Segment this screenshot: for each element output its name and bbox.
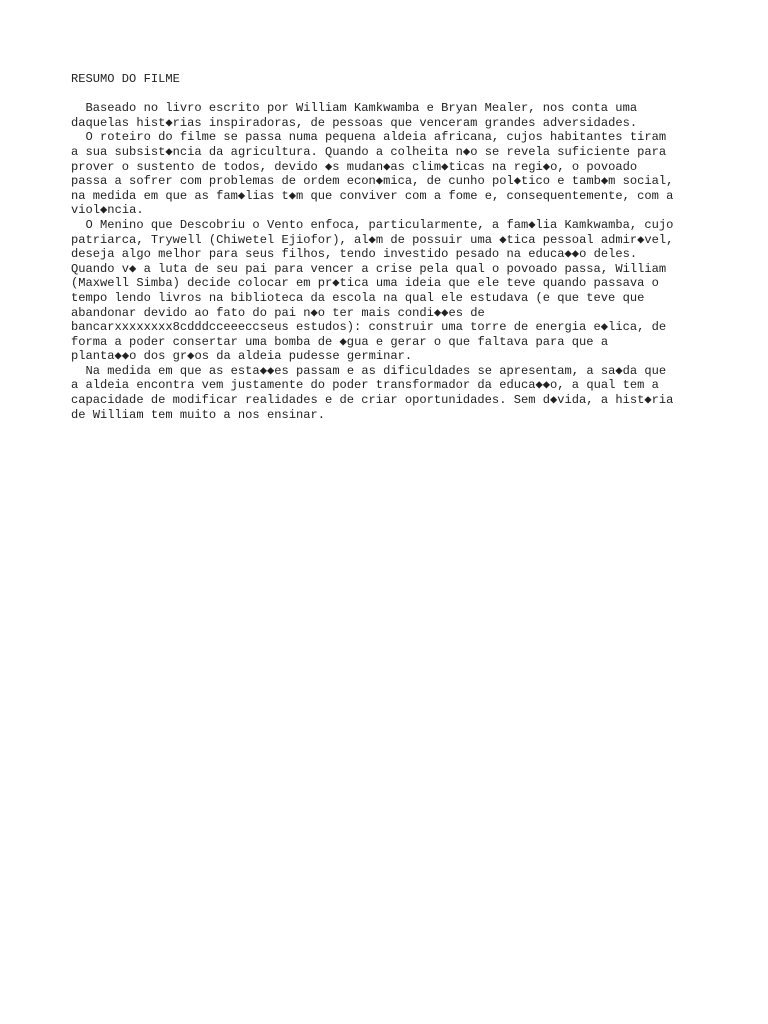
text-line: a sua subsist◆ncia da agricultura. Quando a colheita n◆o se revela suficiente para [71,144,667,159]
text-line: tempo lendo livros na biblioteca da escola na qual ele estudava (e que teve que [71,290,645,305]
text-line: Quando v◆ a luta de seu pai para vencer a crise pela qual o povoado passa, William [71,261,667,276]
text-line: O Menino que Descobriu o Vento enfoca, particularmente, a fam◆lia Kamkwamba, cujo [71,217,674,232]
document-page [71,72,711,422]
text-line: prover o sustento de todos, devido ◆s mudan◆as clim◆ticas na regi◆o, o povoado [71,159,638,174]
text-line: Na medida em que as esta◆◆es passam e as dificuldades se apresentam, a sa◆da que [71,363,667,378]
text-line: forma a poder consertar uma bomba de ◆gua e gerar o que faltava para que a [71,334,609,349]
text-line: capacidade de modificar realidades e de criar oportunidades. Sem d◆vida, a hist◆ria [71,393,674,408]
text-line: Baseado no livro escrito por William Kamkwamba e Bryan Mealer, nos conta uma [71,101,638,116]
text-line: O roteiro do filme se passa numa pequena aldeia africana, cujos habitantes tiram [71,130,667,145]
text-line: passa a sofrer com problemas de ordem econ◆mica, de cunho pol◆tico e tamb◆m social, [71,174,674,189]
text-line: patriarca, Trywell (Chiwetel Ejiofor), al◆m de possuir uma ◆tica pessoal admir◆vel, [71,232,674,247]
text-line: na medida em que as fam◆lias t◆m que conviver com a fome e, consequentemente, com a [71,188,674,203]
text-line: planta◆◆o dos gr◆os da aldeia pudesse germinar. [71,349,413,364]
text-line: (Maxwell Simba) decide colocar em pr◆tica uma ideia que ele teve quando passava o [71,276,659,291]
text-line: de William tem muito a nos ensinar. [71,407,326,422]
document-title: RESUMO DO FILME [71,72,180,86]
text-line: daquelas hist◆rias inspiradoras, de pessoas que venceram grandes adversidades. [71,115,638,130]
text-line: a aldeia encontra vem justamente do poder transformador da educa◆◆o, a qual tem a [71,378,659,393]
text-line: abandonar devido ao fato do pai n◆o ter mais condi◆◆es de [71,305,485,320]
text-line: bancarxxxxxxxx8cdddcceeeccseus estudos): construir uma torre de energia e◆lica, de [71,320,667,335]
text-line: deseja algo melhor para seus filhos, tendo investido pesado na educa◆◆o deles. [71,247,638,262]
text-line: viol◆ncia. [71,203,144,218]
